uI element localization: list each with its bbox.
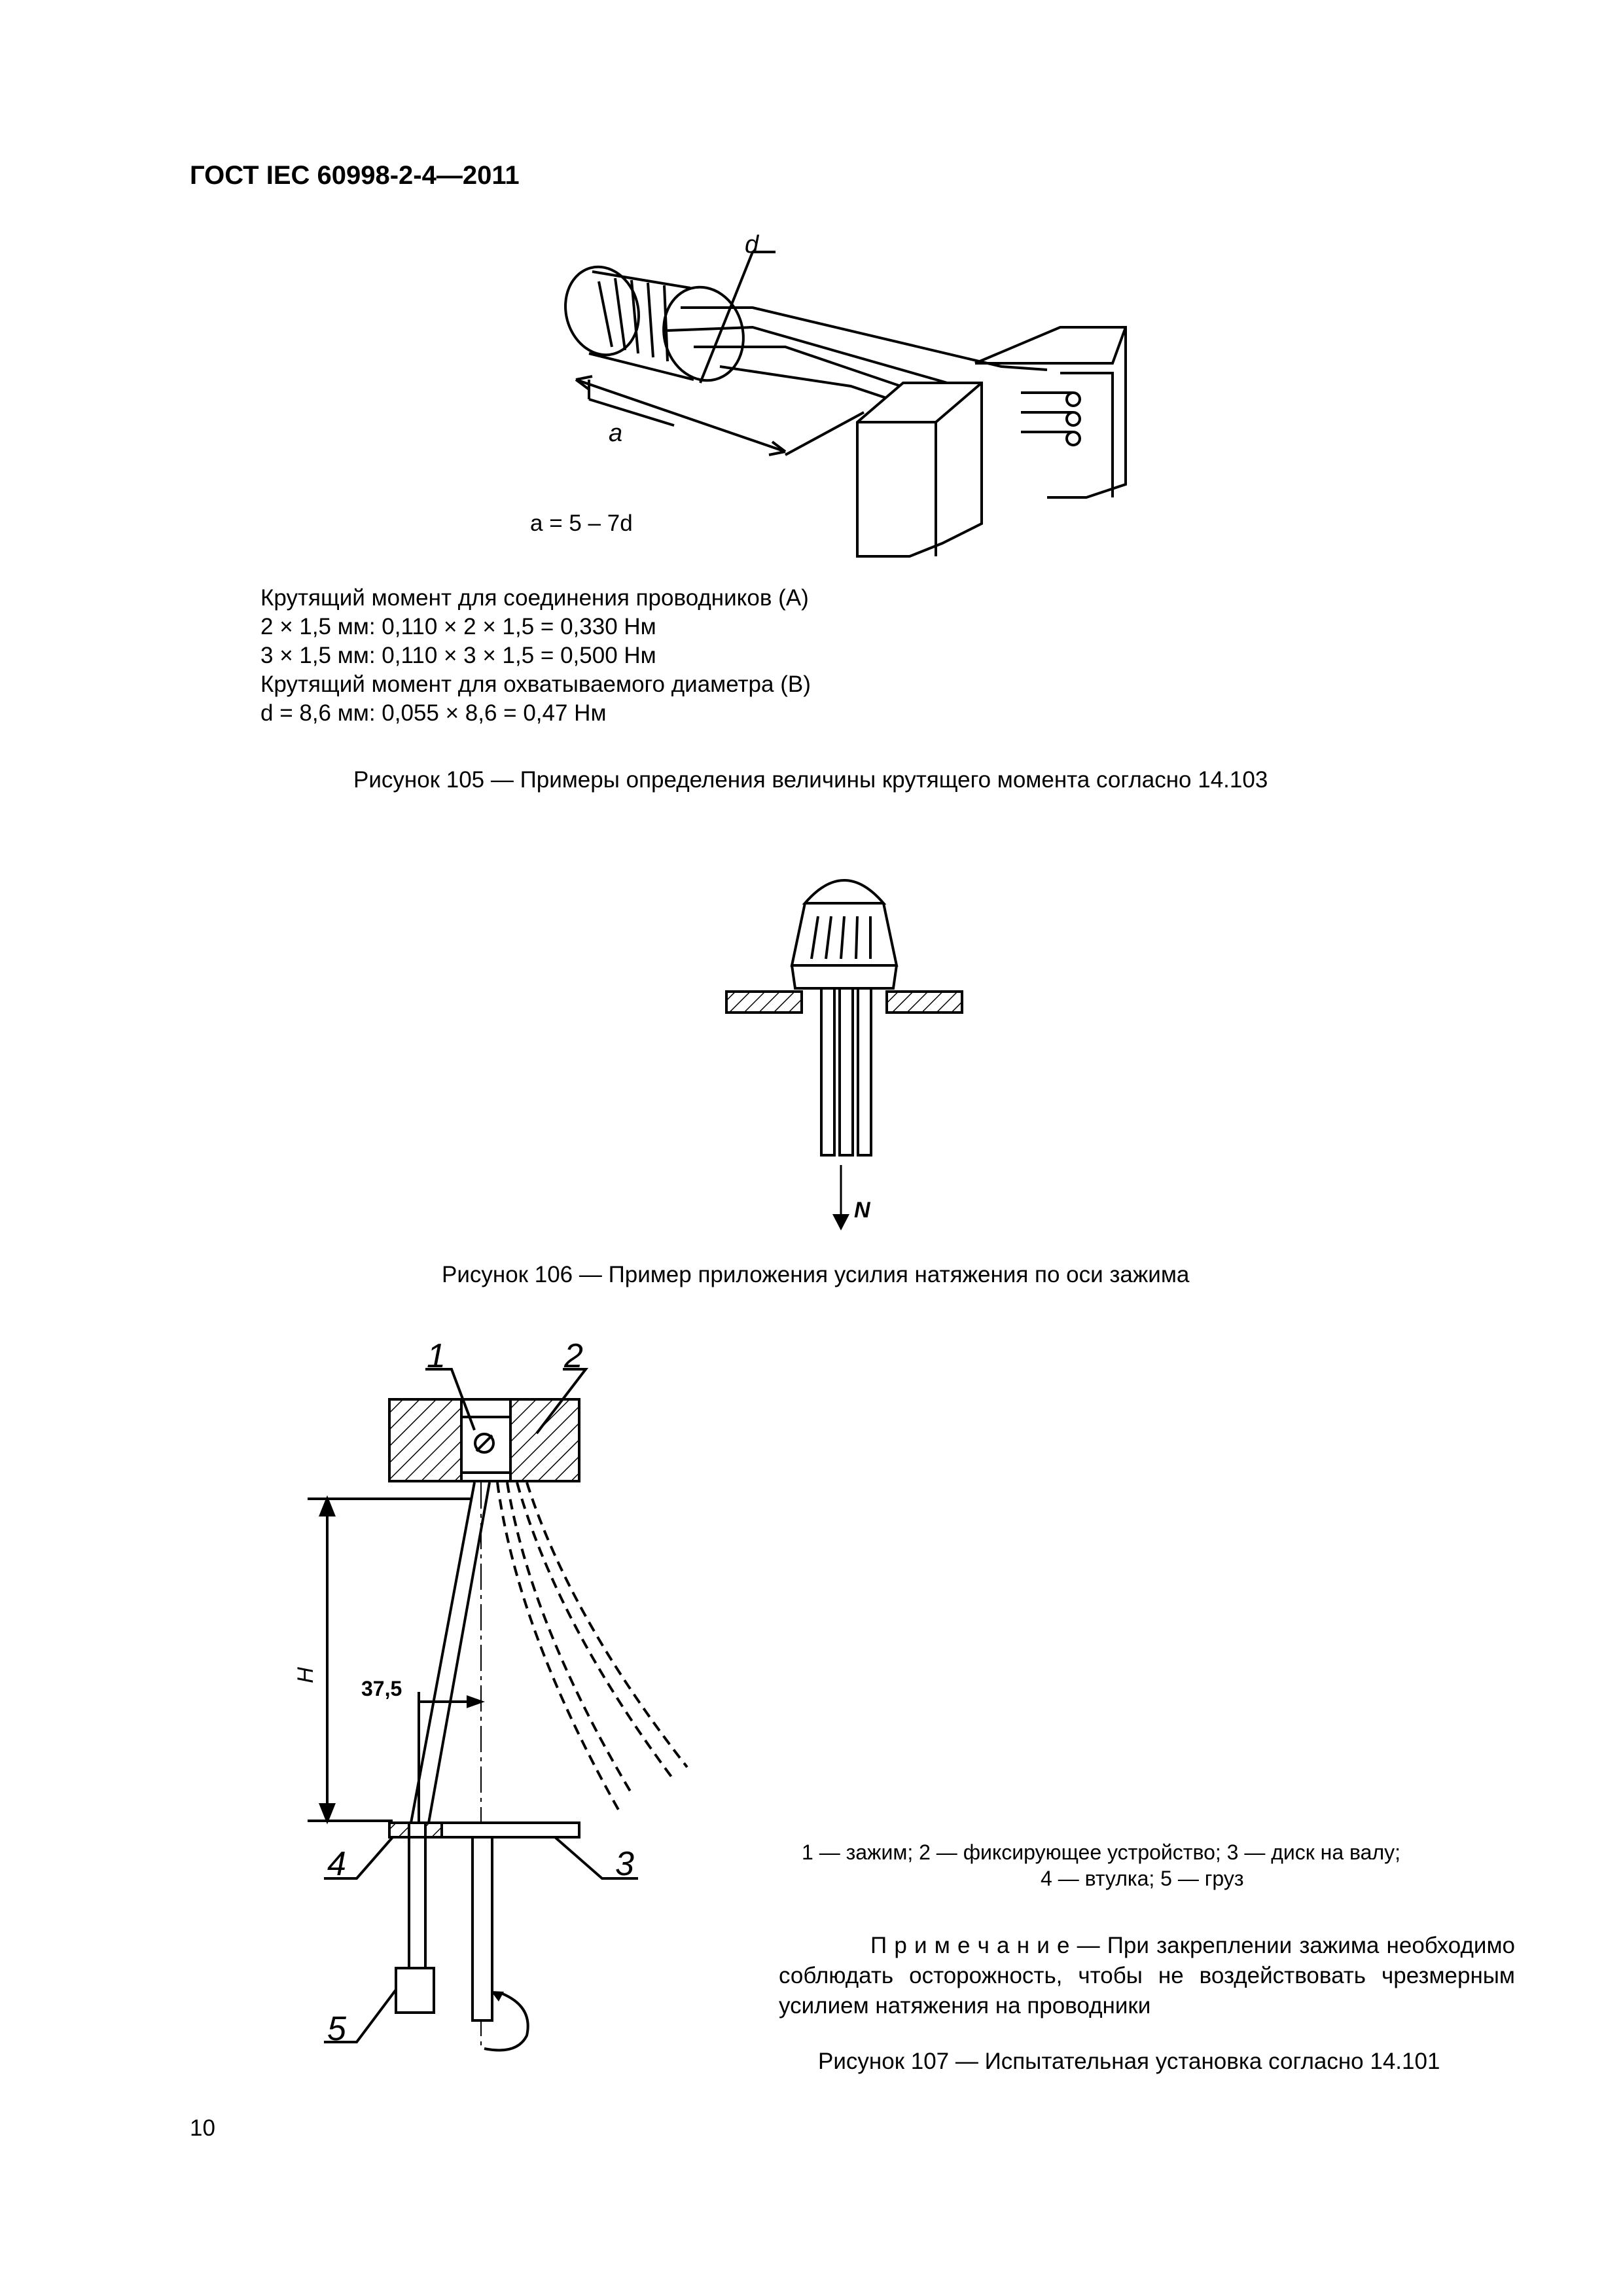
figure-107-callout-1: 1 (427, 1337, 446, 1375)
figure-107-drawing (0, 1335, 818, 2055)
figure-105-drawing (0, 0, 1623, 589)
figure-107-callout-2: 2 (564, 1337, 583, 1375)
figure-107-legend-line-2: 4 — втулка; 5 — груз (1041, 1867, 1244, 1890)
figure-106-drawing (0, 838, 1623, 1244)
figure-106-label-n: N (854, 1198, 870, 1223)
figure-107-callout-3: 3 (615, 1845, 634, 1883)
page-number: 10 (190, 2115, 215, 2141)
figure-105-formula: a = 5 – 7d (530, 511, 633, 536)
figure-105-line-2: 2 × 1,5 мм: 0,110 × 2 × 1,5 = 0,330 Нм (260, 614, 656, 639)
figure-106-caption: Рисунок 106 — Пример приложения усилия натяжения по оси зажима (442, 1262, 1190, 1287)
figure-105-label-a: a (609, 420, 623, 447)
figure-107-dimension: 37,5 (361, 1677, 402, 1700)
figure-105-line-4: Крутящий момент для охватываемого диаметра (B) (260, 672, 811, 697)
figure-105-caption: Рисунок 105 — Примеры определения величины крутящего момента согласно 14.103 (353, 767, 1268, 793)
figure-107-legend-line-1: 1 — зажим; 2 — фиксирующее устройство; 3 — диск на валу; (802, 1840, 1401, 1864)
document-header: ГОСТ IEC 60998-2-4—2011 (190, 161, 520, 190)
figure-105-label-d: d (745, 231, 759, 259)
figure-105-line-5: d = 8,6 мм: 0,055 × 8,6 = 0,47 Нм (260, 700, 607, 726)
figure-107-callout-4: 4 (327, 1845, 346, 1883)
figure-105-line-3: 3 × 1,5 мм: 0,110 × 3 × 1,5 = 0,500 Нм (260, 643, 656, 668)
figure-105-line-1: Крутящий момент для соединения проводников (A) (260, 585, 809, 611)
figure-107-label-h: H (293, 1667, 318, 1683)
figure-107-note: П р и м е ч а н и е — При закреплении зажима необходимо соблюдать осторожность, чтобы не воздействовать чрезмерным усилием натяжения на проводники (779, 1933, 1515, 2018)
figure-107-caption: Рисунок 107 — Испытательная установка согласно 14.101 (818, 2049, 1440, 2074)
figure-107-callout-5: 5 (327, 2010, 346, 2048)
